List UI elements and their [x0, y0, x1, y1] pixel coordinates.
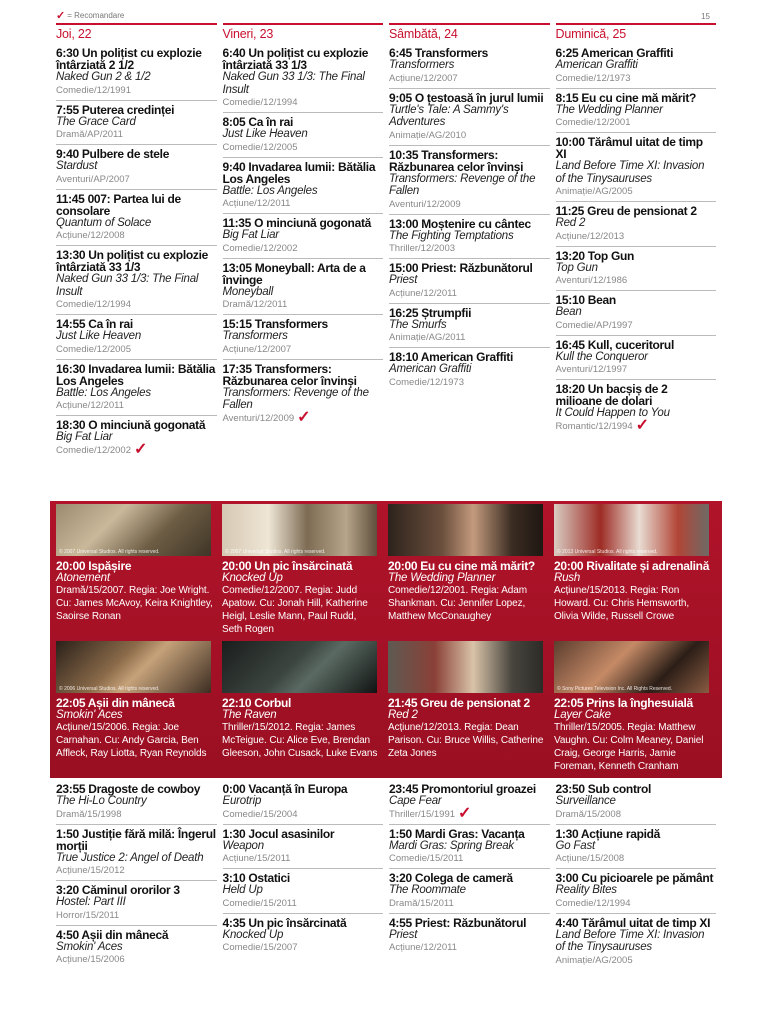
- program-title: 1:30 Acțiune rapidă: [555, 826, 661, 841]
- program-meta: [389, 331, 550, 344]
- program-meta: [389, 376, 550, 389]
- program-entry: [56, 824, 217, 881]
- original-title: Top Gun: [555, 261, 598, 274]
- original-title: Just Like Heaven: [222, 128, 308, 140]
- program-meta: [556, 852, 717, 865]
- featured-description: Thriller/15/2005. Regia: Matthew Vaughn. Cu: Colm Meaney, Daniel Craig, George Harris, Jamie Foreman, Kenneth Cranham: [554, 722, 704, 772]
- program-entry: [223, 359, 384, 428]
- program-meta: [389, 897, 550, 910]
- legend-label: = Recomandare: [67, 11, 125, 20]
- program-title: 4:35 Un pic însărcinată: [222, 915, 347, 930]
- program-meta: [389, 129, 550, 142]
- photo-copyright: © 2006 Universal Studios. All rights reserved.: [59, 686, 160, 692]
- movie-still-image: [56, 641, 211, 693]
- featured-grid: [56, 504, 718, 778]
- genre-rating-year: Aventuri/12/2009: [222, 412, 295, 424]
- program-title: 11:45 007: Partea lui de consolare: [56, 191, 181, 218]
- featured-program: [388, 641, 554, 778]
- original-title: Kull the Conqueror: [555, 350, 648, 363]
- program-entry: [223, 824, 384, 869]
- genre-rating-year: Dramă/AP/2011: [56, 129, 123, 140]
- program-meta: [389, 941, 550, 954]
- program-meta: [56, 173, 217, 186]
- original-title: Held Up: [222, 884, 263, 896]
- original-title: The Grace Card: [56, 115, 136, 128]
- program-meta: [223, 897, 384, 910]
- program-meta: [389, 198, 550, 211]
- program-entry: [556, 913, 717, 970]
- genre-rating-year: Acțiune/15/2011: [222, 853, 291, 864]
- program-meta: [223, 852, 384, 865]
- original-title: Naked Gun 33 1/3: The Final Insult: [56, 273, 199, 298]
- program-meta: [389, 287, 550, 300]
- genre-rating-year: Animație/AG/2005: [555, 954, 633, 966]
- program-meta: [556, 116, 717, 129]
- original-title: It Could Happen to You: [555, 407, 670, 419]
- program-title: 0:00 Vacanță în Europa: [222, 782, 348, 796]
- genre-rating-year: Acțiune/12/2011: [389, 942, 457, 953]
- day-headers: [56, 23, 722, 42]
- program-meta: [56, 343, 217, 356]
- program-entry: [223, 258, 384, 315]
- program-entry: [389, 303, 550, 348]
- program-meta: [556, 319, 717, 332]
- program-entry: [556, 780, 717, 824]
- genre-rating-year: Comedie/15/2011: [389, 853, 464, 864]
- program-entry: [223, 157, 384, 214]
- featured-description: Thriller/15/2012. Regia: James McTeigue. Cu: Alice Eve, Brendan Gleeson, John Cusack, Luke Evans: [222, 722, 378, 759]
- program-title: 16:25 Ștrumpfii: [389, 305, 472, 320]
- movie-still-image: [388, 504, 543, 556]
- program-title: 11:25 Greu de pensionat 2: [555, 204, 697, 218]
- original-title: Cape Fear: [389, 795, 442, 807]
- program-entry: [223, 780, 384, 824]
- program-meta: [223, 96, 384, 109]
- featured-description: Acțiune/15/2013. Regia: Ron Howard. Cu: Chris Hemsworth, Olivia Wilde, Russell Crowe: [554, 585, 690, 622]
- program-entry: [556, 201, 717, 246]
- recommended-check-icon: ✓: [134, 441, 148, 458]
- program-entry: [556, 88, 717, 133]
- featured-original-title: Rush: [554, 572, 581, 584]
- movie-still-image: [554, 641, 709, 693]
- featured-program: [56, 504, 222, 641]
- genre-rating-year: Acțiune/12/2007: [222, 343, 292, 355]
- program-title: 6:40 Un polițist cu explozie întârziată 33 1/3: [222, 46, 369, 72]
- genre-rating-year: Aventuri/12/2009: [389, 198, 461, 210]
- program-meta: [556, 363, 717, 376]
- program-title: 18:10 American Graffiti: [389, 350, 514, 364]
- original-title: Bean: [555, 306, 582, 318]
- photo-copyright: © Sony Pictures Television Inc. All Rights Reserved.: [557, 686, 673, 692]
- program-meta: [56, 909, 217, 922]
- original-title: Moneyball: [222, 285, 274, 298]
- featured-program: [554, 504, 720, 641]
- original-title: Battle: Los Angeles: [222, 184, 318, 197]
- program-entry: [223, 213, 384, 258]
- program-entry: [56, 925, 217, 970]
- genre-rating-year: Acțiune/15/2006: [56, 954, 125, 965]
- program-meta: [223, 141, 384, 154]
- checkmark-icon: ✓: [56, 9, 66, 22]
- schedule-column: [56, 44, 223, 460]
- original-title: The Hi-Lo Country: [56, 795, 147, 807]
- genre-rating-year: Dramă/15/1998: [56, 808, 122, 820]
- photo-copyright: © 2007 Universal Studios. All rights reserved.: [225, 549, 326, 555]
- recommended-check-icon: ✓: [458, 805, 472, 822]
- program-entry: [56, 189, 217, 246]
- program-title: 16:30 Invadarea lumii: Bătălia Los Angeles: [56, 361, 216, 388]
- original-title: Battle: Los Angeles: [56, 386, 151, 399]
- featured-description: Dramă/15/2007. Regia: Joe Wright. Cu: James McAvoy, Keira Knightley, Saoirse Ronan: [56, 585, 213, 622]
- movie-still-image: [554, 504, 709, 556]
- program-title: 8:15 Eu cu cine mă mărit?: [555, 90, 697, 105]
- original-title: Land Before Time XI: Invasion of the Tinysauruses: [555, 160, 705, 185]
- original-title: Reality Bites: [555, 884, 617, 896]
- program-title: 14:55 Ca în rai: [56, 317, 133, 331]
- program-title: 9:40 Invadarea lumii: Bătălia Los Angeles: [222, 159, 376, 186]
- genre-rating-year: Dramă/15/2011: [389, 897, 454, 909]
- program-title: 13:30 Un polițist cu explozie întârziată 33 1/3: [56, 248, 209, 274]
- featured-original-title: Smokin' Aces: [56, 709, 123, 721]
- program-entry: [556, 44, 717, 88]
- program-title: 15:00 Priest: Răzbunătorul: [389, 261, 533, 275]
- original-title: Weapon: [222, 839, 264, 852]
- program-entry: [56, 314, 217, 359]
- featured-title: 22:05 Așii din mânecă: [56, 696, 175, 710]
- genre-rating-year: Comedie/12/1973: [389, 376, 464, 388]
- genre-rating-year: Acțiune/12/2011: [389, 287, 457, 299]
- original-title: Go Fast: [555, 839, 596, 852]
- program-entry: [223, 314, 384, 359]
- genre-rating-year: Comedie/15/2004: [222, 808, 298, 820]
- program-title: 13:05 Moneyball: Arta de a învinge: [222, 260, 366, 287]
- genre-rating-year: Acțiune/12/2013: [555, 230, 625, 242]
- program-entry: [389, 868, 550, 913]
- featured-title: 22:10 Corbul: [222, 696, 292, 710]
- genre-rating-year: Comedie/12/1991: [56, 84, 131, 96]
- program-meta: [389, 805, 550, 822]
- schedule-column: [223, 780, 390, 970]
- program-meta: [555, 417, 717, 434]
- program-meta: [389, 72, 550, 85]
- program-title: 3:00 Cu picioarele pe pământ: [555, 871, 714, 885]
- original-title: Big Fat Liar: [56, 431, 113, 443]
- program-entry: [56, 44, 217, 100]
- program-title: 15:10 Bean: [555, 293, 616, 307]
- program-entry: [389, 258, 550, 303]
- genre-rating-year: Acțiune/12/2011: [56, 400, 124, 411]
- genre-rating-year: Acțiune/15/2012: [56, 865, 125, 876]
- original-title: American Graffiti: [555, 59, 638, 71]
- featured-original-title: Knocked Up: [222, 572, 283, 584]
- photo-copyright: © 2013 Universal Studios. All rights reserved.: [557, 549, 658, 555]
- program-meta: [556, 230, 717, 243]
- program-title: 1:50 Justiție fără milă: Îngerul morții: [56, 826, 216, 853]
- program-entry: [556, 335, 717, 380]
- program-title: 6:25 American Graffiti: [555, 46, 674, 60]
- schedule-column: [389, 44, 556, 460]
- program-entry: [389, 44, 550, 88]
- genre-rating-year: Animație/AG/2011: [389, 332, 466, 343]
- original-title: Knocked Up: [222, 928, 284, 941]
- original-title: Red 2: [555, 217, 586, 229]
- original-title: Smokin' Aces: [56, 940, 123, 953]
- original-title: Naked Gun 2 & 1/2: [56, 71, 151, 83]
- program-entry: [223, 868, 384, 913]
- program-title: 7:55 Puterea credinței: [56, 102, 175, 117]
- program-meta: [389, 242, 550, 255]
- original-title: Just Like Heaven: [56, 330, 142, 342]
- original-title: Hostel: Part III: [56, 896, 126, 908]
- program-meta: [223, 242, 384, 255]
- original-title: Transformers: Revenge of the Fallen: [389, 172, 536, 197]
- program-meta: [56, 808, 217, 821]
- featured-original-title: Red 2: [388, 709, 418, 721]
- program-entry: [389, 780, 550, 824]
- featured-title: 20:00 Ispășire: [56, 559, 132, 573]
- program-entry: [389, 824, 550, 869]
- program-meta: [56, 953, 217, 966]
- program-entry: [56, 880, 217, 925]
- program-entry: [389, 347, 550, 392]
- original-title: Mardi Gras: Spring Break: [389, 839, 514, 852]
- photo-copyright: © 2007 Universal Studios. All rights reserved.: [59, 549, 160, 555]
- schedule-column: [56, 780, 223, 970]
- program-meta: [223, 941, 384, 954]
- genre-rating-year: Comedie/12/2005: [222, 141, 298, 153]
- program-title: 23:50 Sub control: [555, 782, 652, 796]
- program-meta: [556, 808, 717, 821]
- genre-rating-year: Comedie/12/1994: [555, 897, 631, 909]
- genre-rating-year: Animație/AG/2010: [389, 129, 467, 141]
- featured-program: [222, 504, 388, 641]
- original-title: Transformers: [222, 330, 288, 342]
- program-title: 23:45 Promontoriul groazei: [389, 782, 536, 796]
- featured-program: [554, 641, 720, 778]
- program-entry: [223, 44, 384, 112]
- program-meta: [556, 897, 717, 910]
- program-title: 6:30 Un polițist cu explozie întârziată 2 1/2: [56, 46, 202, 72]
- program-entry: [556, 868, 717, 913]
- original-title: The Wedding Planner: [555, 103, 663, 116]
- recommendation-legend: [56, 11, 124, 20]
- original-title: The Roommate: [389, 884, 466, 896]
- program-entry: [389, 88, 550, 145]
- genre-rating-year: Comedie/15/2007: [222, 942, 298, 953]
- featured-description: Acțiune/12/2013. Regia: Dean Parison. Cu: Bruce Willis, Catherine Zeta Jones: [388, 722, 544, 759]
- original-title: Turtle's Tale: A Sammy's Adventures: [389, 103, 509, 128]
- program-meta: [56, 298, 217, 311]
- program-title: 4:50 Așii din mânecă: [56, 927, 169, 942]
- original-title: Transformers: Revenge of the Fallen: [222, 386, 369, 411]
- genre-rating-year: Acțiune/12/2008: [56, 230, 125, 241]
- original-title: Naked Gun 33 1/3: The Final Insult: [222, 71, 365, 96]
- program-title: 17:35 Transformers: Răzbunarea celor învinși: [222, 361, 357, 388]
- genre-rating-year: Dramă/15/2008: [555, 808, 621, 820]
- genre-rating-year: Comedie/12/2002: [222, 242, 298, 254]
- day-header: Duminică, 25: [556, 23, 717, 42]
- program-title: 3:20 Căminul ororilor 3: [56, 883, 180, 897]
- program-meta: [556, 185, 717, 198]
- original-title: Quantum of Solace: [56, 216, 152, 229]
- featured-original-title: Layer Cake: [554, 709, 611, 721]
- schedule-column: [556, 780, 723, 970]
- movie-still-image: [388, 641, 543, 693]
- featured-title: 22:05 Prins la înghesuială: [554, 696, 693, 710]
- program-title: 11:35 O minciună gogonată: [222, 216, 372, 230]
- recommended-check-icon: ✓: [297, 409, 311, 426]
- original-title: American Graffiti: [389, 363, 472, 375]
- schedule-top: [56, 44, 722, 460]
- program-title: 16:45 Kull, cuceritorul: [555, 337, 674, 352]
- program-entry: [389, 214, 550, 259]
- featured-program: [222, 641, 388, 778]
- program-title: 6:45 Transformers: [389, 46, 488, 60]
- featured-description: Acțiune/15/2006. Regia: Joe Carnahan. Cu: Andy Garcia, Ben Affleck, Ray Liotta, Ryan Reynolds: [56, 722, 207, 759]
- movie-still-image: [56, 504, 211, 556]
- original-title: Big Fat Liar: [222, 229, 279, 241]
- program-meta: [223, 808, 384, 821]
- day-header: Joi, 22: [56, 23, 217, 42]
- featured-program: [56, 641, 222, 778]
- original-title: Land Before Time XI: Invasion of the Tinysauruses: [555, 928, 705, 953]
- program-entry: [56, 359, 217, 416]
- program-entry: [389, 913, 550, 958]
- program-meta: [556, 954, 717, 967]
- featured-title: 20:00 Un pic însărcinată: [222, 559, 353, 573]
- program-title: 9:40 Pulbere de stele: [56, 147, 170, 161]
- program-entry: [56, 415, 217, 460]
- original-title: Priest: [389, 928, 418, 941]
- program-title: 10:35 Transformers: Răzbunarea celor învinși: [389, 147, 524, 174]
- program-title: 13:20 Top Gun: [555, 248, 635, 263]
- program-meta: [223, 343, 384, 356]
- original-title: Priest: [389, 274, 418, 286]
- program-entry: [56, 144, 217, 189]
- featured-original-title: Atonement: [56, 572, 110, 584]
- schedule-column: [223, 44, 390, 460]
- featured-description: Comedie/12/2007. Regia: Judd Apatow. Cu: Jonah Hill, Katherine Heigl, Leslie Mann, Paul Rudd, Seth Rogen: [222, 585, 368, 635]
- program-title: 9:05 O țestoasă în jurul lumii: [389, 90, 544, 105]
- program-entry: [223, 112, 384, 157]
- program-entry: [556, 290, 717, 335]
- program-title: 3:20 Colega de cameră: [389, 871, 513, 885]
- genre-rating-year: Comedie/AP/1997: [555, 319, 633, 331]
- featured-program: [388, 504, 554, 641]
- program-meta: [56, 399, 217, 412]
- program-title: 18:20 Un bacșiș de 2 milioane de dolari: [555, 382, 668, 408]
- original-title: Stardust: [56, 160, 98, 172]
- movie-still-image: [222, 641, 377, 693]
- genre-rating-year: Acțiune/15/2008: [555, 853, 625, 864]
- featured-title: 20:00 Eu cu cine mă mărit?: [388, 559, 535, 573]
- genre-rating-year: Romantic/12/1994: [555, 420, 633, 432]
- program-entry: [556, 824, 717, 869]
- genre-rating-year: Aventuri/12/1997: [555, 364, 628, 375]
- featured-original-title: The Wedding Planner: [388, 572, 496, 584]
- program-entry: [56, 780, 217, 824]
- program-title: 8:05 Ca în rai: [222, 115, 294, 129]
- program-entry: [556, 379, 717, 436]
- genre-rating-year: Horror/15/2011: [56, 909, 120, 921]
- program-title: 18:30 O minciună gogonată: [56, 418, 206, 432]
- genre-rating-year: Aventuri/AP/2007: [56, 173, 130, 185]
- program-meta: [56, 864, 217, 877]
- day-header: Sâmbătă, 24: [389, 23, 550, 42]
- genre-rating-year: Comedie/12/2001: [555, 117, 631, 128]
- program-entry: [223, 913, 384, 958]
- day-header: Vineri, 23: [223, 23, 384, 42]
- program-meta: [223, 298, 384, 311]
- program-title: 3:10 Ostatici: [222, 871, 290, 885]
- genre-rating-year: Comedie/12/1973: [555, 72, 631, 84]
- genre-rating-year: Thriller/12/2003: [389, 243, 456, 254]
- program-title: 23:55 Dragoste de cowboy: [56, 782, 201, 796]
- original-title: True Justice 2: Angel of Death: [56, 851, 204, 864]
- schedule-column: [556, 44, 723, 460]
- genre-rating-year: Acțiune/12/2007: [389, 72, 458, 84]
- program-entry: [556, 132, 717, 201]
- genre-rating-year: Comedie/15/2011: [222, 897, 297, 909]
- program-meta: [222, 409, 384, 426]
- program-meta: [556, 72, 717, 85]
- featured-title: 20:00 Rivalitate și adrenalină: [554, 559, 710, 573]
- program-entry: [389, 145, 550, 214]
- program-title: 1:30 Jocul asasinilor: [222, 826, 335, 841]
- featured-description: Comedie/12/2001. Regia: Adam Shankman. Cu: Jennifer Lopez, Matthew McConaughey: [388, 585, 527, 622]
- original-title: Surveillance: [555, 795, 616, 807]
- featured-original-title: The Raven: [222, 709, 277, 721]
- genre-rating-year: Comedie/12/1994: [222, 97, 298, 108]
- genre-rating-year: Animație/AG/2005: [555, 186, 633, 197]
- genre-rating-year: Dramă/12/2011: [222, 299, 288, 310]
- original-title: The Smurfs: [389, 318, 447, 331]
- program-meta: [56, 229, 217, 242]
- genre-rating-year: Thriller/15/1991: [389, 808, 456, 820]
- genre-rating-year: Comedie/12/2005: [56, 343, 131, 355]
- featured-title: 21:45 Greu de pensionat 2: [388, 696, 530, 710]
- genre-rating-year: Aventuri/12/1986: [555, 275, 628, 286]
- program-meta: [389, 852, 550, 865]
- schedule-column: [389, 780, 556, 970]
- program-title: 15:15 Transformers: [222, 317, 328, 331]
- program-meta: [56, 441, 217, 458]
- original-title: The Fighting Temptations: [389, 229, 514, 242]
- original-title: Transformers: [389, 59, 455, 71]
- program-meta: [223, 197, 384, 210]
- genre-rating-year: Acțiune/12/2011: [222, 198, 291, 209]
- program-entry: [556, 246, 717, 291]
- program-meta: [556, 274, 717, 287]
- genre-rating-year: Comedie/12/1994: [56, 299, 131, 310]
- program-title: 1:50 Mardi Gras: Vacanța: [389, 826, 525, 841]
- program-title: 13:00 Moștenire cu cântec: [389, 216, 531, 231]
- program-meta: [56, 84, 217, 97]
- original-title: Eurotrip: [222, 795, 262, 807]
- movie-still-image: [222, 504, 377, 556]
- genre-rating-year: Comedie/12/2002: [56, 444, 131, 456]
- program-entry: [56, 100, 217, 145]
- program-meta: [56, 128, 217, 141]
- program-title: 4:40 Tărâmul uitat de timp XI: [555, 915, 711, 930]
- program-entry: [56, 245, 217, 314]
- program-title: 4:55 Priest: Răzbunătorul: [389, 915, 527, 930]
- schedule-bottom: [56, 780, 722, 970]
- program-title: 10:00 Tărâmul uitat de timp XI: [555, 135, 703, 161]
- page-number: 15: [701, 12, 710, 21]
- recommended-check-icon: ✓: [635, 417, 650, 434]
